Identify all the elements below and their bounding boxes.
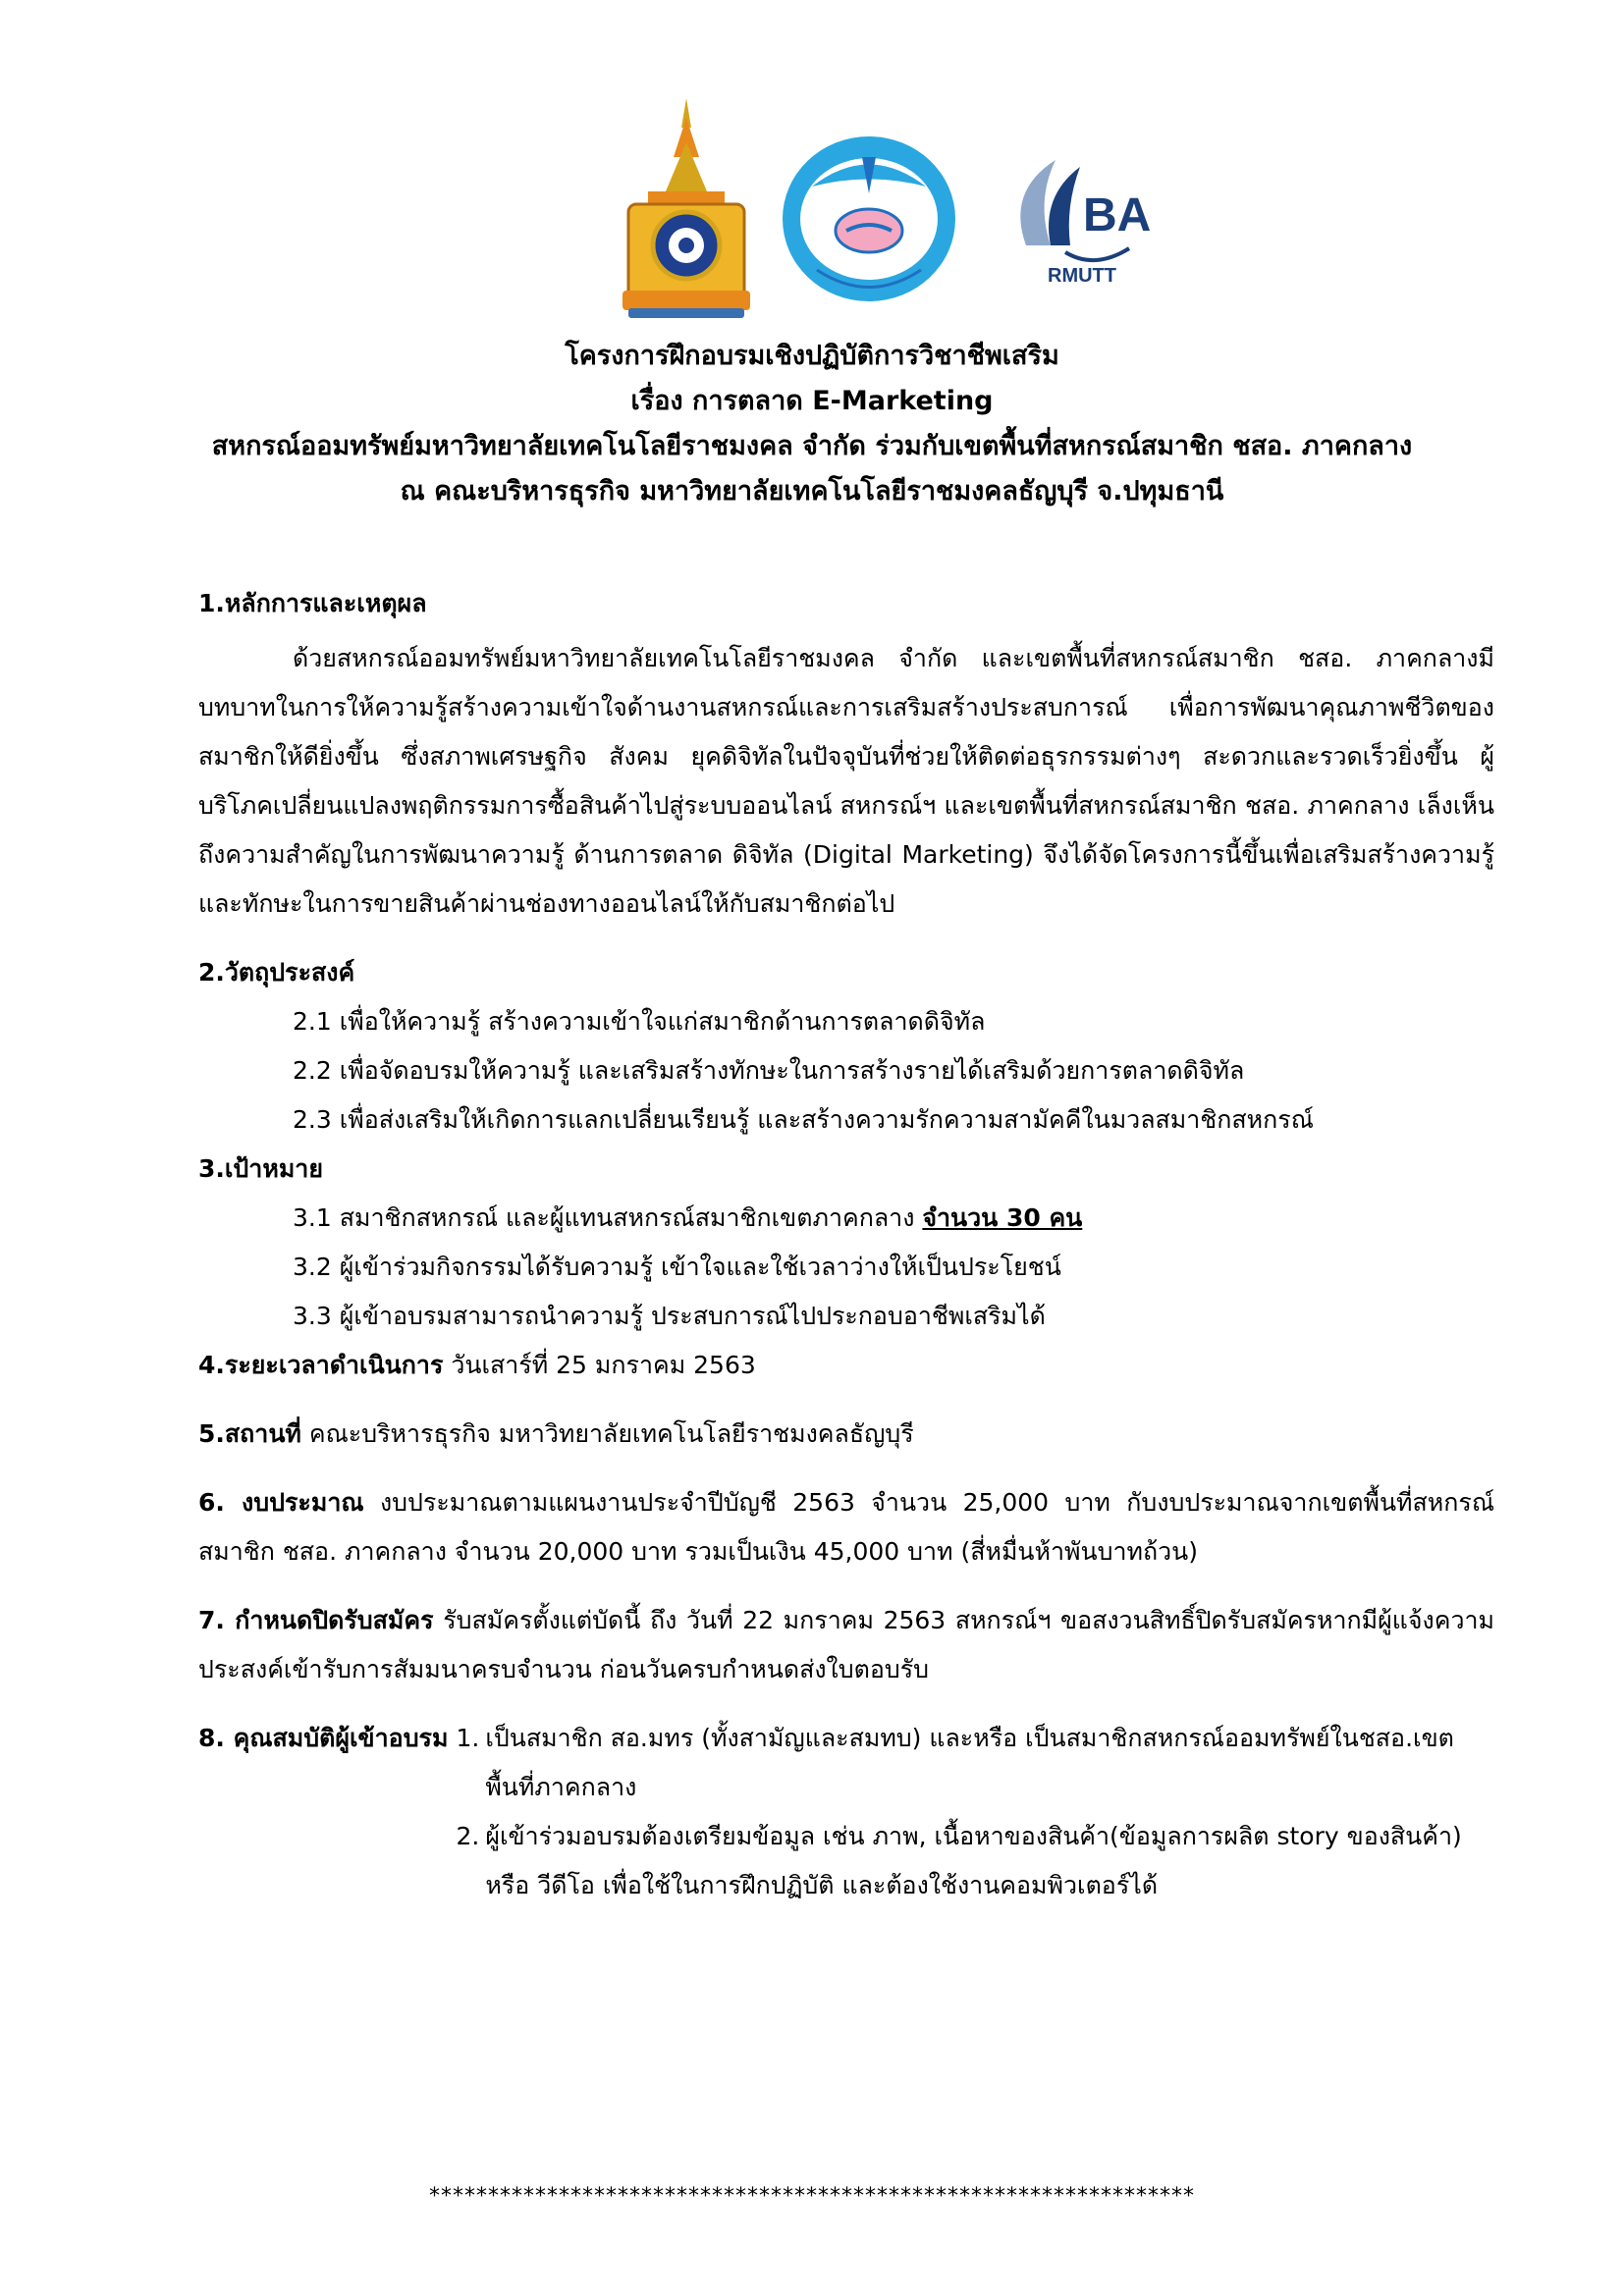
section-5-heading: 5.สถานที่ [198,1419,301,1448]
qualification-text: ผู้เข้าร่วมอบรมต้องเตรียมข้อมูล เช่น ภาพ, เนื้อหาของสินค้า(ข้อมูลการผลิต story ของสินค้า) หรือ วีดีโอ เพื่อใช้ในการฝึกปฏิบัติ และต้องใช้งานคอมพิวเตอร์ได้ [485,1822,1462,1899]
qualification-number: 2. [456,1822,480,1850]
qualification-number: 1. [456,1724,480,1752]
target-item-3: 3.3 ผู้เข้าอบรมสามารถนำความรู้ ประสบการณ์ไปประกอบอาชีพเสริมได้ [293,1302,1046,1330]
rmutt-logo-text: RMUTT [1048,265,1116,287]
title-line-3: สหกรณ์ออมทรัพย์มหาวิทยาลัยเทคโนโลยีราชมงคล จำกัด ร่วมกับเขตพื้นที่สหกรณ์สมาชิก ชสอ. ภาคกลาง [211,431,1413,461]
title-line-1: โครงการฝึกอบรมเชิงปฏิบัติการวิชาชีพเสริม [565,341,1059,371]
section-1-heading: 1.หลักการและเหตุผล [198,589,427,617]
section-1-paragraph: ด้วยสหกรณ์ออมทรัพย์มหาวิทยาลัยเทคโนโลยีราชมงคล จำกัด และเขตพื้นที่สหกรณ์สมาชิก ชสอ. ภาคกลางมีบทบาทในการให้ความรู้สร้างความเข้าใจด้านงานสหกรณ์และการเสริมสร้างประสบการณ์ เพื่อการพัฒนาคุณภาพชีวิตของสมาชิกให้ดียิ่งขึ้น ซึ่งสภาพเศรษฐกิจ สังคม ยุคดิจิทัลในปัจจุบันที่ช่วยให้ติดต่อธุรกรรมต่างๆ สะดวกและรวดเร็วยิ่งขึ้น ผู้บริโภคเปลี่ยนแปลงพฤติกรรมการซื้อสินค้าไปสู่ระบบออนไลน์ สหกรณ์ฯ และเขตพื้นที่สหกรณ์สมาชิก ชสอ. ภาคกลาง เล็งเห็นถึงความสำคัญในการพัฒนาความรู้ ด้านการตลาด ดิจิทัล (Digital Marketing) จึงได้จัดโครงการนี้ขึ้นเพื่อเสริมสร้างความรู้ และทักษะในการขายสินค้าผ่านช่องทางออนไลน์ให้กับสมาชิกต่อไป [198,644,1494,918]
section-4-heading: 4.ระยะเวลาดำเนินการ [198,1351,444,1379]
footer-divider: ***************************************************************** [429,2184,1195,2209]
target-item-1-text: 3.1 สมาชิกสหกรณ์ และผู้แทนสหกรณ์สมาชิกเขตภาคกลาง [293,1203,923,1232]
section-6-heading: 6. งบประมาณ [198,1488,364,1517]
section-8 [198,1714,1494,1910]
objective-item: 2.2 เพื่อจัดอบรมให้ความรู้ และเสริมสร้างทักษะในการสร้างรายได้เสริมด้วยการตลาดดิจิทัล [293,1056,1245,1085]
section-4 [198,1341,1494,1390]
target-count-highlight: จำนวน 30 คน [922,1203,1083,1232]
title-line-4: ณ คณะบริหารธุรกิจ มหาวิทยาลัยเทคโนโลยีราชมงคลธัญบุรี จ.ปทุมธานี [400,476,1224,507]
section-7-value: รับสมัครตั้งแต่บัดนี้ ถึง วันที่ 22 มกราคม 2563 สหกรณ์ฯ ขอสงวนสิทธิ์ปิดรับสมัครหากมีผู้แจ้งความประสงค์เข้ารับการสัมมนาครบจำนวน ก่อนวันครบกำหนดส่งใบตอบรับ [198,1606,1495,1683]
section-7-heading: 7. กำหนดปิดรับสมัคร [198,1606,434,1634]
section-6 [198,1478,1494,1576]
section-8-heading: 8. คุณสมบัติผู้เข้าอบรม [198,1724,449,1752]
objective-item: 2.3 เพื่อส่งเสริมให้เกิดการแลกเปลี่ยนเรียนรู้ และสร้างความรักความสามัคคีในมวลสมาชิกสหกรณ์ [293,1105,1314,1134]
rmutt-ba-logo [997,142,1159,299]
svg-text:BA: BA [1083,189,1152,241]
section-7 [198,1596,1494,1694]
section-5 [198,1410,1494,1459]
logo-row [0,98,1624,324]
section-5-value: คณะบริหารธุรกิจ มหาวิทยาลัยเทคโนโลยีราชมงคลธัญบุรี [300,1419,914,1448]
document-body [198,579,1494,1910]
qualification-list [456,1714,1494,1910]
target-item-1 [198,1194,1494,1243]
rmut-emblem-logo [609,98,764,324]
qualification-item [456,1812,1494,1910]
title-line-2: เรื่อง การตลาด E-Marketing [630,386,994,416]
qualification-item [456,1714,1494,1812]
section-3-heading: 3.เป้าหมาย [198,1154,323,1183]
qualification-text: เป็นสมาชิก สอ.มทร (ทั้งสามัญและสมทบ) และหรือ เป็นสมาชิกสหกรณ์ออมทรัพย์ในชสอ.เขตพื้นที่ภาคกลาง [485,1724,1454,1801]
cooperative-emblem-logo [778,133,960,309]
target-item-2: 3.2 ผู้เข้าร่วมกิจกรรมได้รับความรู้ เข้าใจและใช้เวลาว่างให้เป็นประโยชน์ [293,1253,1061,1281]
section-6-value: งบประมาณตามแผนงานประจำปีบัญชี 2563 จำนวน 25,000 บาท กับงบประมาณจากเขตพื้นที่สหกรณ์สมาชิก ชสอ. ภาคกลาง จำนวน 20,000 บาท รวมเป็นเงิน 45,000 บาท (สี่หมื่นห้าพันบาทถ้วน) [198,1488,1495,1566]
section-2-heading: 2.วัตถุประสงค์ [198,958,355,987]
section-4-value: วันเสาร์ที่ 25 มกราคม 2563 [443,1351,756,1379]
objective-item: 2.1 เพื่อให้ความรู้ สร้างความเข้าใจแก่สมาชิกด้านการตลาดดิจิทัล [293,1007,986,1036]
title-block [147,334,1477,514]
